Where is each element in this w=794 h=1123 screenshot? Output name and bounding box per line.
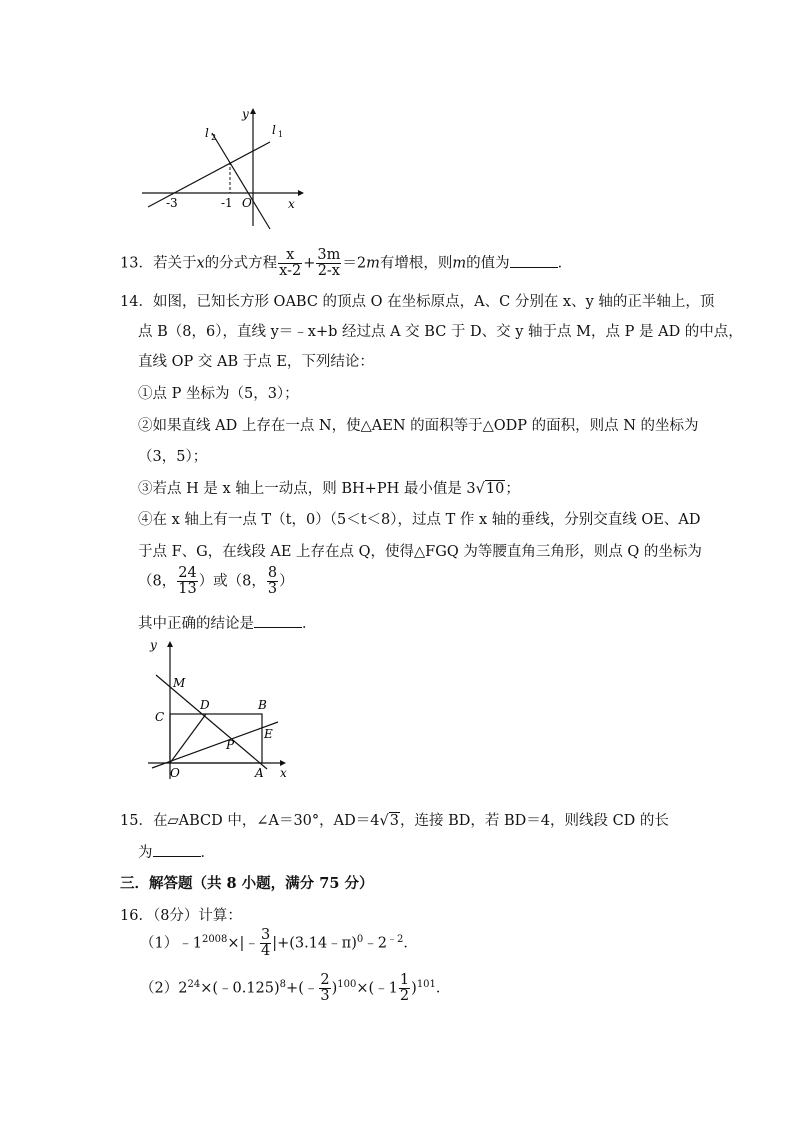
q14-fraction-24-13: $\frac{24}{13}$ [178, 565, 197, 598]
q16-part-2: $(2)2^{24}\times(﹣0.125)^8+(﹣$ $\frac{2}{3}$ )$^{100}$×(﹣1 $\frac{1}{2}$ )$^{101}$． [140, 972, 451, 1005]
q14-ask: 其中正确的结论是 ． [138, 616, 317, 632]
question-16-head: 16．（8分）计算： [120, 908, 242, 924]
q13-text-mid2: 有增根，则 [379, 255, 453, 272]
q14-conclusion-4b: 于点 F、G，在线段 AE 上存在点 Q，使得△FGQ 为等腰直角三角形，则点 Q 的坐标为 [138, 544, 702, 560]
q14-conclusion-4c: （8， $\frac{24}{13}$ ）或（8， $\frac{8}{3}$ ） [138, 565, 294, 598]
figure-lines-l1-l2 [138, 104, 304, 232]
q16-fraction-3-4: $\frac{3}{4}$ [260, 927, 271, 960]
q13-var-m2: m [452, 255, 467, 272]
q13-var-x: x [196, 255, 205, 272]
label-y: y [150, 638, 157, 652]
label-l2-sub: 2 [211, 133, 217, 142]
q13-var-m: m [366, 255, 380, 272]
label-l1: l [272, 123, 276, 137]
q16-fraction-2-3: $\frac{2}{3}$ [320, 972, 330, 1005]
y-axis-arrow [167, 641, 173, 647]
q13-text-tail: 的值为 [466, 255, 510, 272]
label-m: M [173, 676, 186, 690]
q14-answer-blank[interactable] [254, 615, 302, 628]
label-e: E [264, 727, 273, 741]
label-o: O [170, 766, 180, 780]
label-y: y [242, 107, 249, 121]
q15-line-2: 为 ． [138, 845, 215, 861]
q14-conclusion-1: ①点 P 坐标为（5，3）； [138, 386, 299, 402]
y-axis-arrow [250, 108, 256, 114]
q16-fraction-1-2: $\frac{1}{2}$ [399, 972, 410, 1005]
q15-sqrt-3: 3 [389, 813, 399, 829]
label-l1-sub: 1 [278, 130, 284, 139]
label-x: x [288, 197, 295, 211]
label-origin: O [242, 196, 252, 210]
q14-line-3: 直线 OP 交 AB 于点 E，下列结论： [138, 354, 374, 370]
q14-conclusion-2b: （3，5）； [138, 449, 208, 465]
q16-part-1: $(1)﹣1^{2008}\times|﹣$ $\frac{3}{4}$ $|+(3.14﹣\pi)^0﹣2^{﹣2}$． [140, 927, 418, 960]
q14-conclusion-2: ②如果直线 AD 上存在一点 N，使△AEN 的面积等于△ODP 的面积，则点 N 的坐标为 [138, 418, 699, 434]
q14-line-1: 14．如图，已知长方形 OABC 的顶点 O 在坐标原点，A、C 分别在 x、y 轴的正半轴上，顶 [120, 294, 715, 310]
q13-answer-blank[interactable] [510, 255, 558, 268]
question-13: 13．若关于x的分式方程 $\frac{x}{x-2}$ + $\frac{3m}{2-x}$ ＝2m有增根，则m的值为 ． [120, 247, 573, 280]
q14-line-2: 点 B（8，6），直线 y＝﹣x+b 经过点 A 交 BC 于 D、交 y 轴于点 M，点 P 是 AD 的中点， [138, 324, 743, 340]
rectangle-oabc [170, 714, 262, 763]
figure-rectangle-oabc [142, 637, 292, 785]
q13-number: 13． [120, 255, 153, 272]
q14-fraction-8-3: $\frac{8}{3}$ [267, 565, 278, 598]
label-b: B [258, 698, 267, 712]
q13-eq: ＝2 [342, 255, 367, 272]
q13-text-pre: 若关于 [152, 255, 197, 272]
segment-od [170, 714, 206, 763]
line-l2 [212, 133, 270, 229]
label-neg3: -3 [166, 196, 178, 210]
section-3-title: 三．解答题（共 8 小题，满分 75 分） [120, 875, 374, 892]
q15-answer-blank[interactable] [153, 844, 201, 857]
q14-sqrt-10: 10 [485, 481, 505, 497]
label-a: A [255, 766, 264, 780]
q14-conclusion-4a: ④在 x 轴上有一点 T（t，0）（5＜t＜8），过点 T 作 x 轴的垂线，分别交直线 OE、AD [138, 512, 701, 528]
label-neg1: -1 [221, 196, 233, 210]
q13-fraction-2: $\frac{3m}{2-x}$ [317, 247, 341, 280]
q15-line-1: 15．在▱ABCD 中，∠A＝30°，AD＝4√3，连接 BD，若 BD＝4，则线段 CD 的长 [120, 813, 669, 829]
q14-conclusion-3: ③若点 H 是 x 轴上一动点，则 BH+PH 最小值是 3√10； [138, 481, 520, 497]
q13-fraction-1: $\frac{x}{x-2}$ [279, 247, 302, 280]
q13-text-mid1: 的分式方程 [204, 255, 278, 272]
label-d: D [200, 698, 210, 712]
line-oe [152, 722, 278, 768]
q13-plus: + [303, 255, 316, 272]
x-axis-arrow [298, 190, 304, 196]
label-c: C [155, 710, 165, 724]
label-p: P [226, 738, 235, 752]
label-l2: l [205, 126, 209, 140]
label-x: x [280, 766, 287, 780]
